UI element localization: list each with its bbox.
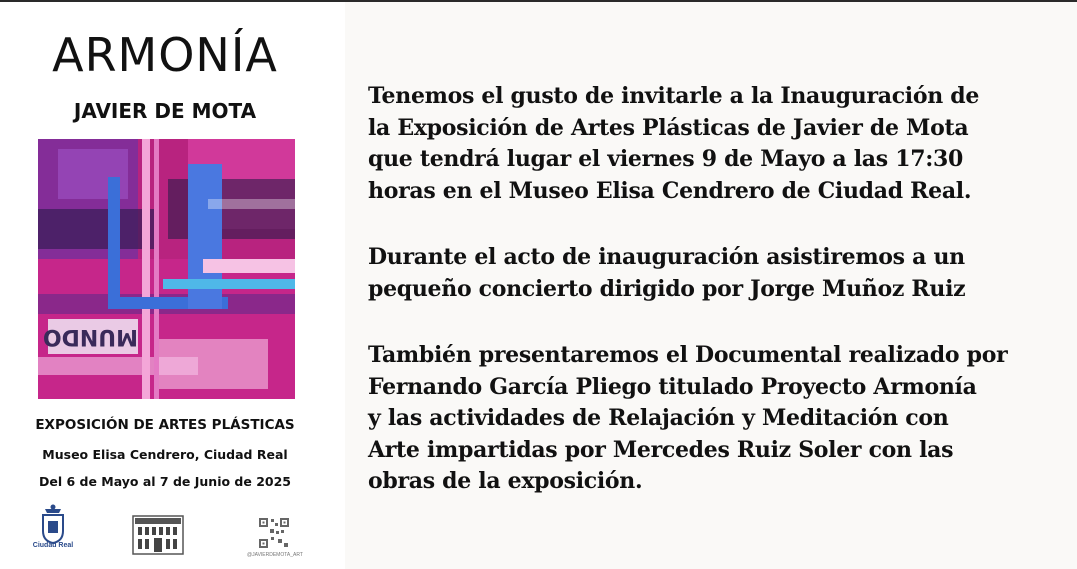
artwork-text: MUNDO: [42, 324, 138, 349]
artwork-image: [38, 139, 295, 399]
text-line: horas en el Museo Elisa Cendrero de Ciudad Real.: [368, 177, 972, 204]
city-logo-label: Ciudad Real: [32, 542, 74, 549]
text-line: Fernando García Pliego titulado Proyecto Armonía: [368, 373, 977, 400]
exhibition-dates: Del 6 de Mayo al 7 de Junio de 2025: [38, 474, 292, 489]
invitation-paragraph-1: [368, 81, 979, 207]
artwork-graphic: [38, 139, 295, 399]
text-line: y las actividades de Relajación y Meditación con: [368, 405, 949, 431]
exhibition-venue: Museo Elisa Cendrero, Ciudad Real: [42, 447, 288, 462]
text-line: la Exposición de Artes Plásticas de Javier de Mota: [368, 114, 969, 141]
invitation-paragraph-2: [368, 242, 965, 305]
exhibition-type: EXPOSICIÓN DE ARTES PLÁSTICAS: [35, 417, 295, 433]
text-line: También presentaremos el Documental realizado por: [368, 342, 1008, 368]
text-line: obras de la exposición.: [368, 468, 643, 494]
qr-code-icon: [258, 517, 290, 549]
text-line: pequeño concierto dirigido por Jorge Muñoz Ruiz: [368, 275, 966, 302]
museum-building-icon: [131, 514, 185, 556]
text-line: que tendrá lugar el viernes 9 de Mayo a las 17:30: [368, 146, 964, 172]
text-line: Tenemos el gusto de invitarle a la Inauguración de: [368, 83, 980, 109]
text-line: Durante el acto de inauguración asistiremos a un: [368, 244, 965, 270]
poster-title: ARMONÍA: [52, 28, 278, 82]
qr-caption: @JAVIERDEMOTA_ART: [247, 552, 303, 558]
invitation-paragraph-3: [368, 340, 1007, 498]
text-line: Arte impartidas por Mercedes Ruiz Soler con las: [368, 436, 954, 463]
poster-artist: JAVIER DE MOTA: [73, 99, 257, 123]
